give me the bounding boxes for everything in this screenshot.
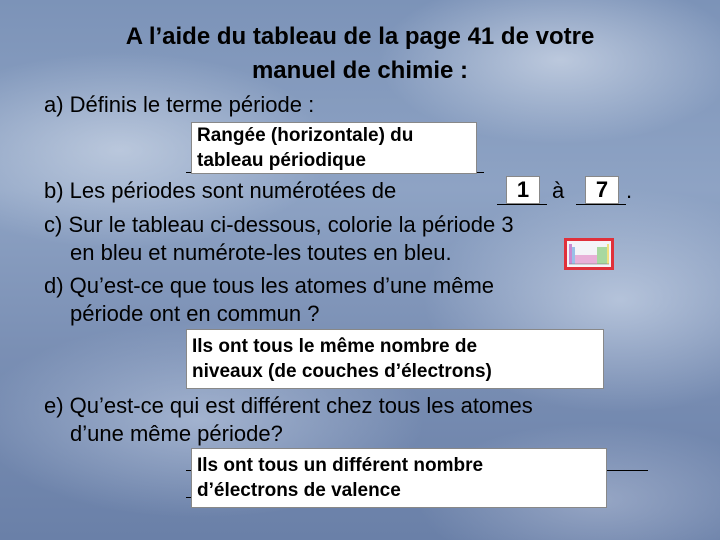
word-a: à [552, 178, 565, 203]
answer-a-line-2: tableau périodique [197, 150, 366, 171]
answer-a-line-1: Rangée (horizontale) du [197, 125, 414, 146]
question-e-line-2: d’une même période? [70, 421, 283, 446]
last-period-number: 7 [585, 176, 619, 204]
first-period-number: 1 [506, 176, 540, 204]
question-d-line-1: d) Qu’est-ce que tous les atomes d’une même [44, 273, 495, 298]
period-end: . [626, 178, 633, 203]
blank-b-2 [576, 204, 626, 205]
periodic-table-thumbnail[interactable] [564, 238, 614, 270]
answer-d-line-1: Ils ont tous le même nombre de [192, 336, 478, 357]
question-c-line-1: c) Sur le tableau ci-dessous, colorie la période 3 [44, 212, 514, 237]
answer-e-line-1: Ils ont tous un différent nombre [197, 455, 484, 476]
question-b: b) Les périodes sont numérotées de [44, 178, 397, 203]
answer-box-e [191, 448, 607, 508]
periodic-table-icon [567, 241, 611, 267]
question-d-line-2: période ont en commun ? [70, 301, 320, 326]
title-line-1: A l’aide du tableau de la page 41 de votre [125, 23, 595, 50]
answer-d-line-2: niveaux (de couches d’électrons) [192, 361, 492, 382]
answer-box-a [191, 122, 477, 174]
answer-e-line-2: d’électrons de valence [197, 480, 401, 501]
question-c-line-2: en bleu et numérote-les toutes en bleu. [70, 240, 452, 265]
answer-box-d [186, 329, 604, 389]
question-e-line-1: e) Qu’est-ce qui est différent chez tous les atomes [44, 393, 533, 418]
blank-b-1 [497, 204, 547, 205]
question-a: a) Définis le terme période : [44, 92, 315, 117]
title-line-2: manuel de chimie : [251, 57, 469, 84]
